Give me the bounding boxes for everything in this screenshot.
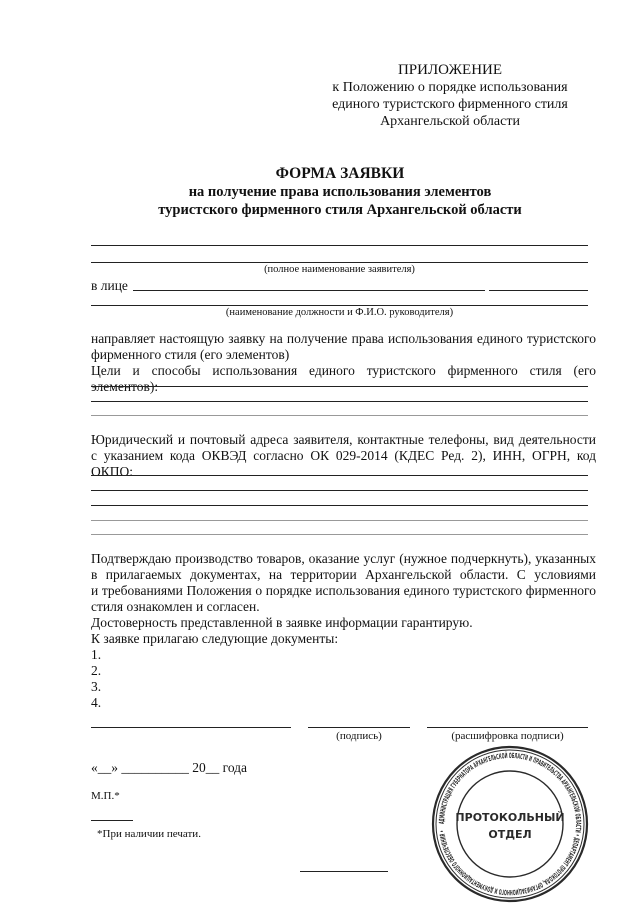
address-field[interactable] [91, 534, 588, 535]
appendix-line: единого туристского фирменного стиля [332, 97, 568, 112]
text-line: Подтверждаю производство товаров, оказание услуг (нужное подчеркнуть), указанных [91, 551, 596, 566]
goals-field[interactable] [91, 401, 588, 402]
attachment-item: 4. [91, 695, 102, 710]
signature-caption: (подпись) [336, 730, 382, 742]
appendix-title: ПРИЛОЖЕНИЕ [397, 62, 503, 78]
text-line: направляет настоящую заявку на получение права использования единого туристского [91, 331, 596, 346]
appendix-header [300, 62, 600, 130]
stamp-ring [436, 750, 584, 898]
attachment-item: 3. [91, 679, 102, 694]
goals-label: Цели и способы использования единого туристского фирменного стиля (его элементов): [91, 363, 596, 394]
position-signature-field[interactable] [91, 727, 291, 728]
seal-label: М.П.* [91, 790, 120, 802]
appendix-line: к Положению о порядке использования [332, 80, 568, 95]
applicant-field[interactable] [91, 245, 588, 246]
attachment-item: 1. [91, 647, 102, 662]
form-title-main: ФОРМА ЗАЯВКИ [275, 165, 405, 182]
in-person-field[interactable] [489, 290, 588, 291]
text-line: Юридический и почтовый адреса заявителя, контактные телефоны, вид деятельности [91, 432, 596, 447]
footnote-separator [91, 820, 133, 821]
goals-field[interactable] [91, 415, 588, 416]
form-title-sub: туристского фирменного стиля Архангельской области [158, 202, 522, 218]
confirm-paragraph [91, 551, 596, 711]
reliability-text: Достоверность представленной в заявке информации гарантирую. [91, 615, 473, 630]
stamp-ring-textpath: АДМИНИСТРАЦИЯ ГУБЕРНАТОРА АРХАНГЕЛЬСКОЙ ОБЛАСТИ И ПРАВИТЕЛЬСТВА АРХАНГЕЛЬСКОЙ ОБЛАСТИ • ДЕПАРТАМЕНТ ПРОТОКОЛА, ОРГАНИЗАЦИОННОГО И ДОКУМЕНТАЦИОННОГО ОБЕСПЕЧЕНИЯ • [436, 750, 584, 898]
form-title-sub: на получение права использования элементов [188, 184, 492, 200]
attach-label: К заявке прилагаю следующие документы: [91, 631, 339, 646]
address-field[interactable] [91, 490, 588, 491]
stamp-center-line1: ПРОТОКОЛЬНЫЙ [455, 811, 565, 824]
stamp-center-line2: ОТДЕЛ [488, 828, 532, 841]
appendix-line: Архангельской области [380, 114, 520, 129]
address-field[interactable] [91, 505, 588, 506]
applicant-caption: (полное наименование заявителя) [264, 264, 415, 275]
protocol-department-stamp [428, 745, 592, 903]
applicant-field[interactable] [91, 262, 588, 263]
stamp-ring-text [437, 751, 583, 897]
text-line: стиля ознакомлен и согласен. [91, 599, 260, 614]
stamp-inner-ring [457, 771, 563, 877]
position-field[interactable] [91, 305, 588, 306]
in-person-label: в лице [91, 278, 128, 293]
text-line: в прилагаемых документах, на территории Архангельской области. С условиями [91, 567, 596, 582]
text-line: фирменного стиля (его элементов) [91, 347, 290, 362]
text-line: с указанием кода ОКВЭД согласно ОК 029-2014 (КДЕС Ред. 2), ИНН, ОГРН, код ОКПО: [91, 448, 596, 479]
position-caption: (наименование должности и Ф.И.О. руководителя) [225, 307, 454, 318]
signature-field[interactable] [308, 727, 410, 728]
text-line: и требованиями Положения о порядке использования единого туристского фирменного [91, 583, 596, 598]
goals-field[interactable] [91, 386, 588, 387]
decoding-field[interactable] [427, 727, 588, 728]
date-line: «__» __________ 20__ года [91, 760, 248, 775]
address-paragraph [91, 432, 596, 480]
stamp-outer-ring [433, 747, 587, 901]
form-title [90, 165, 590, 219]
address-field[interactable] [91, 475, 588, 476]
footnote: *При наличии печати. [97, 828, 201, 840]
decoding-caption: (расшифровка подписи) [451, 730, 564, 742]
attachment-item: 2. [91, 663, 102, 678]
address-field[interactable] [91, 520, 588, 521]
bottom-line [300, 871, 388, 872]
in-person-field[interactable] [133, 290, 485, 291]
